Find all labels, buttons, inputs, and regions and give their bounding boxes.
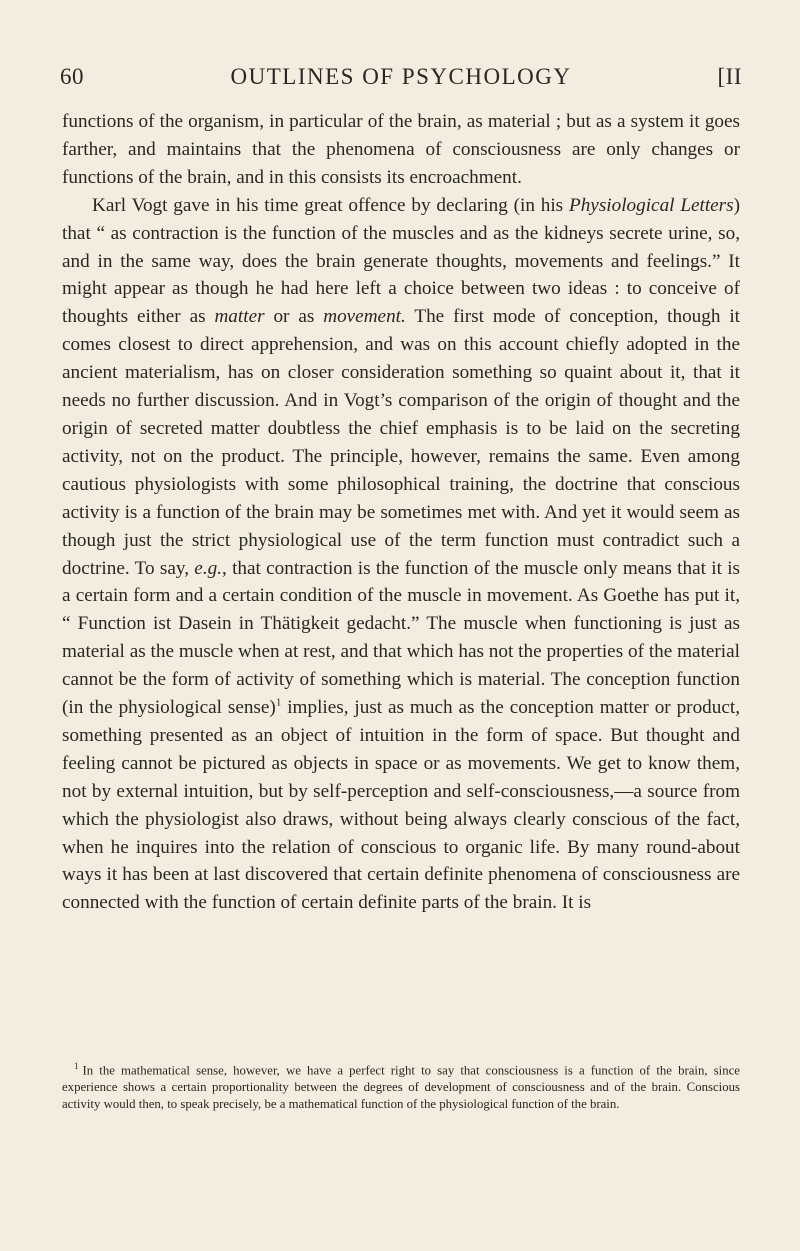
page-header — [60, 64, 742, 100]
footnote-reference[interactable]: 1 — [275, 696, 282, 709]
footnote — [62, 1058, 740, 1113]
text-run: or as — [264, 306, 324, 328]
paragraph-continued: functions of the organism, in particular of the brain, as material ; but as a system it goes farther, and maintains that the phenomena of consciousness are only changes or functions of the brain, and in this consists its encroachment. — [62, 111, 740, 188]
footnote-marker: 1 — [74, 1061, 79, 1071]
running-title: OUTLINES OF PSYCHOLOGY — [230, 64, 572, 89]
text-run: implies, just as much as the conception matter or product, something presented as an object of intuition in the form of space. But thought and feeling cannot be pictured as objects in space or as movements. We get to know them, not by external intuition, but by self-perception and self-consciousness,—a source from which the physiologist also draws, without being always clearly conscious of the fact, when he inquires into the relation of conscious to organic life. By many round-about ways it has been at last discovered that certain definite phenomena of consciousness are connected with the function of certain definite parts of the brain. It is — [62, 697, 740, 914]
chapter-mark: [II — [717, 64, 742, 89]
italic-word-movement: movement. — [323, 306, 406, 328]
text-run: The first mode of conception, though it comes closest to direct apprehension, and was on this account chiefly adopted in the ancient materialism, has on closer consideration something so quaint about it, that it needs no further discussion. And in Vogt’s comparison of the origin of thought and the origin of secreted matter doubtless the chief emphasis is to be laid on the secreting activity, not on the product. The principle, however, remains the same. Even among cautious physiologists with some philosophical training, the doctrine that conscious activity is a function of the brain may be sometimes met with. And yet it would seem as though just the strict physiological use of the term function must contradict such a doctrine. To say, — [62, 306, 740, 579]
italic-book-title: Physiological Letters — [568, 194, 734, 216]
italic-abbrev-eg: e.g. — [194, 557, 223, 579]
text-run: ) that “ as contraction is the function of the muscles and as the kidneys secrete urine, so, and in the same way, does the brain generate thoughts, movements and feelings.” It might appear as though he had here left a choice between two ideas : to conceive of thoughts either as — [62, 194, 741, 328]
text-run: Karl Vogt gave in his time great offence by declaring (in his — [92, 194, 569, 216]
footnote-text: In the mathematical sense, however, we have a perfect right to say that consciousness is a function of the brain, since experience shows a certain proportionality between the degrees of development of consciousness and of the brain. Conscious activity would then, to speak precisely, be a mathematical function of the physiological function of the brain. — [62, 1063, 740, 1111]
body-text — [62, 108, 740, 917]
italic-word-matter: matter — [214, 306, 265, 328]
text-run: , that contraction is the function of the muscle only means that it is a certain form and a certain condition of the muscle in movement. As Goethe has put it, “ Function ist Dasein in Thätigkeit gedacht.” The muscle when functioning is just as material as the muscle when at rest, and that which has not the properties of the material cannot be the form of activity of something which is material. The conception function (in the physiological sense) — [62, 557, 740, 719]
page-number: 60 — [60, 64, 84, 89]
paragraph-vogt — [62, 192, 740, 918]
